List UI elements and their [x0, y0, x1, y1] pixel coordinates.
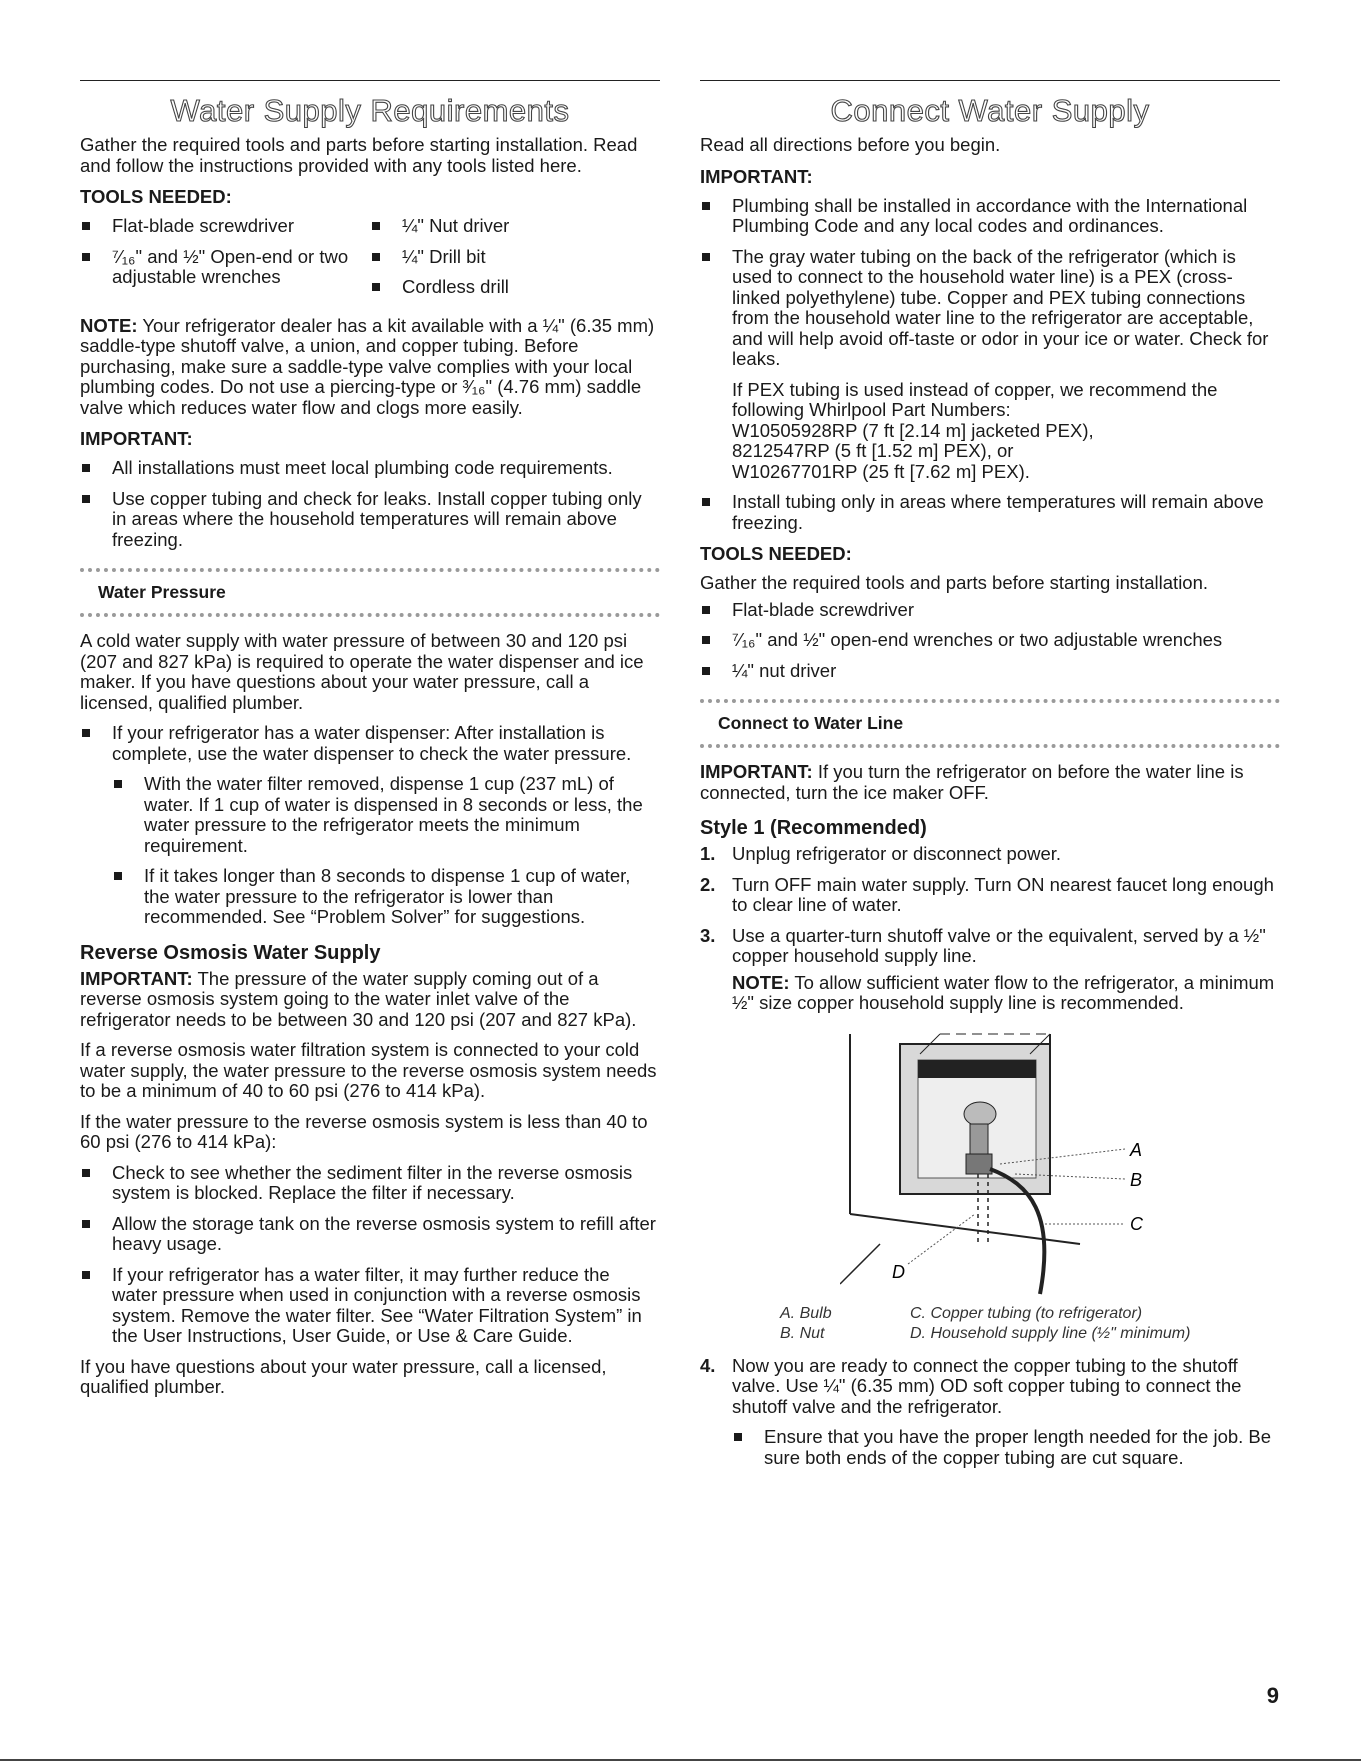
step-text: Use a quarter-turn shutoff valve or the equivalent, served by a ½" copper household supply line. — [732, 924, 1266, 966]
intro-paragraph: Gather the required tools and parts before starting installation. Read and follow the instructions provided with any tools listed here. — [80, 134, 638, 176]
pex-part: W10505928RP (7 ft [2.14 m] jacketed PEX), — [732, 419, 1094, 441]
ro-item: Allow the storage tank on the reverse osmosis system to refill after heavy usage. — [80, 1214, 660, 1255]
pex-text: If PEX tubing is used instead of copper, we recommend the following Whirlpool Part Numbers: — [732, 378, 1218, 420]
tool-item: ¼" Nut driver — [370, 216, 640, 237]
step-number: 1. — [700, 843, 716, 864]
connect-water-line-section-header — [700, 699, 1280, 748]
tool-item: Cordless drill — [370, 277, 640, 298]
right-intro: Read all directions before you begin. — [700, 134, 1001, 155]
ro-important-paragraph — [80, 969, 660, 1031]
step-item — [700, 926, 1280, 967]
step-number: 4. — [700, 1354, 716, 1376]
connect-water-line-heading: Connect to Water Line — [718, 713, 904, 733]
shutoff-valve-figure — [840, 1024, 1260, 1304]
step-item — [700, 875, 1280, 916]
step-number: 2. — [700, 873, 716, 895]
caption: B. Nut — [780, 1324, 825, 1342]
style-1-heading: Style 1 (Recommended) — [700, 817, 927, 839]
ro-important-text: The pressure of the water supply coming out of a reverse osmosis system going to the water inlet valve of the refrigerator needs to be between 30 and 120 psi (207 and 827 kPa). — [80, 967, 637, 1030]
pressure-subitem: If it takes longer than 8 seconds to dispense 1 cup of water, the water pressure to the refrigerator is lower than recommended. See “Problem Solver” for suggestions. — [112, 866, 660, 928]
water-pressure-heading: Water Pressure — [98, 582, 226, 602]
pressure-paragraph: A cold water supply with water pressure of between 30 and 120 psi (207 and 827 kPa) is required to operate the water dispenser and ice maker. If you have questions about your water pressure, call a licensed, qualified plumber. — [80, 630, 644, 713]
right-important-item: Install tubing only in areas where temperatures will remain above freezing. — [700, 492, 1280, 533]
step-text: Turn OFF main water supply. Turn ON nearest faucet long enough to clear line of water. — [732, 873, 1274, 915]
tool-item: Flat-blade screwdriver — [80, 216, 370, 237]
ro-important-label: IMPORTANT: — [80, 967, 193, 989]
figure-label-d: D — [892, 1261, 905, 1282]
caption: C. Copper tubing (to refrigerator) — [910, 1304, 1143, 1322]
tool-item: ⁷⁄₁₆" and ½" Open-end or two adjustable wrenches — [80, 247, 370, 288]
valve-illustration — [840, 1024, 1260, 1304]
left-column — [80, 80, 660, 1408]
step-item — [700, 1356, 1280, 1418]
ro-item: Check to see whether the sediment filter in the reverse osmosis system is blocked. Replace the filter if necessary. — [80, 1163, 660, 1204]
connect-important-text: If you turn the refrigerator on before the water line is connected, turn the ice maker OFF. — [700, 761, 1244, 803]
ro-paragraph-1: If a reverse osmosis water filtration system is connected to your cold water supply, the water pressure to the reverse osmosis system needs to be a minimum of 40 to 60 psi (276 to 414 kPa). — [80, 1039, 657, 1101]
ro-item: If your refrigerator has a water filter, it may further reduce the water pressure when used in conjunction with a reverse osmosis system. Remove the water filter. See “Water Filtration System” in the User Instructions, User Guide, or Use & Care Guide. — [80, 1265, 660, 1347]
important-heading: IMPORTANT: — [80, 428, 193, 449]
ro-closing: If you have questions about your water pressure, call a licensed, qualified plumber. — [80, 1355, 607, 1397]
step-text: Unplug refrigerator or disconnect power. — [732, 843, 1062, 864]
right-important-item: The gray water tubing on the back of the refrigerator (which is used to connect to the household water line) is a PEX (cross-linked polyethylene) tube. Copper and PEX tubing connections from the household water line to the refrigerator are acceptable, and will help avoid off-taste or odor in your ice or water. Check for leaks. — [700, 247, 1280, 370]
step3-note-label: NOTE: — [732, 971, 790, 993]
right-tool-item: ⁷⁄₁₆" and ½" open-end wrenches or two adjustable wrenches — [700, 630, 1280, 651]
right-tools-intro: Gather the required tools and parts before starting installation. — [700, 572, 1209, 593]
reverse-osmosis-heading: Reverse Osmosis Water Supply — [80, 941, 381, 964]
right-important-item: Plumbing shall be installed in accordance with the International Plumbing Code and any local codes and ordinances. — [700, 196, 1280, 237]
important-item: All installations must meet local plumbing code requirements. — [80, 458, 660, 479]
pex-part: 8212547RP (5 ft [1.52 m] PEX), or — [732, 440, 1014, 461]
step3-note-text: To allow sufficient water flow to the refrigerator, a minimum ½" size copper household supply line is recommended. — [732, 971, 1275, 1013]
step-item — [700, 844, 1280, 865]
right-tool-item: Flat-blade screwdriver — [700, 600, 1280, 621]
connect-water-supply-title: Connect Water Supply — [830, 93, 1150, 128]
right-tools-heading: TOOLS NEEDED: — [700, 543, 852, 564]
figure-label-a: A — [1130, 1139, 1143, 1160]
top-rule — [80, 80, 660, 81]
caption: A. Bulb — [780, 1304, 832, 1322]
step-text: Now you are ready to connect the copper tubing to the shutoff valve. Use ¼" (6.35 mm) OD soft copper tubing to connect the shutoff valve and the refrigerator. — [732, 1354, 1242, 1417]
water-pressure-section-header — [80, 568, 660, 617]
tools-needed-heading: TOOLS NEEDED: — [80, 186, 232, 207]
note-label: NOTE: — [80, 314, 138, 336]
page-number: 9 — [1266, 1683, 1279, 1708]
step4-subitem: Ensure that you have the proper length needed for the job. Be sure both ends of the copper tubing are cut square. — [732, 1427, 1280, 1468]
figure-label-c: C — [1130, 1213, 1143, 1234]
figure-label-b: B — [1130, 1169, 1143, 1190]
pressure-subitem: With the water filter removed, dispense 1 cup (237 mL) of water. If 1 cup of water is dispensed in 8 seconds or less, the water pressure to the refrigerator meets the minimum requirement. — [112, 774, 660, 856]
pex-part: W10267701RP (25 ft [7.62 m] PEX). — [732, 460, 1030, 482]
important-item: Use copper tubing and check for leaks. Install copper tubing only in areas where the household temperatures will remain above freezing. — [80, 489, 660, 551]
caption: D. Household supply line (½" minimum) — [910, 1324, 1191, 1342]
pex-block — [700, 380, 1280, 483]
right-important-heading: IMPORTANT: — [700, 165, 813, 187]
note-text: Your refrigerator dealer has a kit available with a ¼" (6.35 mm) saddle-type shutoff valve, a union, and copper tubing. Before purchasing, make sure a saddle-type valve complies with your local plumbing codes. Do not use a piercing-type or ³⁄₁₆" (4.76 mm) saddle valve which reduces water flow and clogs more easily. — [80, 314, 655, 418]
top-rule — [700, 80, 1280, 81]
figure-captions — [780, 1304, 1280, 1344]
connect-important-label: IMPORTANT: — [700, 761, 813, 782]
right-tool-item: ¼" nut driver — [700, 661, 1280, 682]
right-column — [700, 80, 1280, 1478]
ro-paragraph-2: If the water pressure to the reverse osmosis system is less than 40 to 60 psi (276 to 414 kPa): — [80, 1110, 648, 1152]
step3-note — [700, 973, 1280, 1014]
pressure-item: If your refrigerator has a water dispenser: After installation is complete, use the water dispenser to check the water pressure. — [80, 723, 660, 764]
connect-important-paragraph — [700, 762, 1280, 803]
water-supply-requirements-title: Water Supply Requirements — [170, 93, 570, 128]
step-number: 3. — [700, 924, 716, 946]
note-paragraph — [80, 316, 660, 419]
tools-list — [80, 216, 660, 308]
tool-item: ¼" Drill bit — [370, 247, 640, 268]
